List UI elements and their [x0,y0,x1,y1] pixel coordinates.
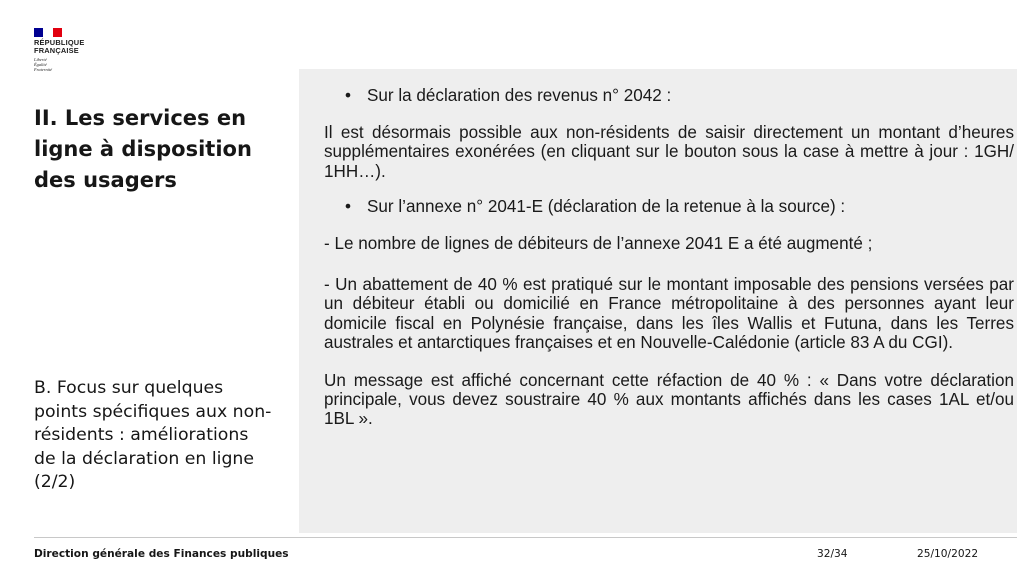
content-body [324,86,1014,429]
bullet-item-annexe-2041e [324,197,1014,216]
paragraph-message-refaction: Un message est affiché concernant cette réfaction de 40 % : « Dans votre déclaration principale, vous devez soustraire 40 % aux montants affichés dans les cases 1AL et/ou 1BL ». [324,371,1014,429]
paragraph-heures-supplementaires: Il est désormais possible aux non-résidents de saisir directement un montant d’heures supplémentaires exonérées (en cliquant sur le bouton sous la case à mettre à jour : 1GH/ 1HH…). [324,123,1014,181]
paragraph-abattement: - Un abattement de 40 % est pratiqué sur le montant imposable des pensions versées par un débiteur établi ou domicilié en France métropolitaine à des personnes ayant leur domicile fiscal en Polynésie française, dans les îles Wallis et Futuna, dans les Terres australes et antarctiques françaises et en Nouvelle-Calédonie (article 83 A du CGI). [324,275,1014,352]
bullet-icon: • [345,196,351,216]
page-number: 32/34 [817,548,848,560]
bullet-text: Sur l’annexe n° 2041-E (déclaration de la retenue à la source) : [367,196,846,216]
footer-organization: Direction générale des Finances publiques [34,548,289,560]
footer-divider [34,537,1017,538]
logo-republic-name: RÉPUBLIQUE FRANÇAISE [34,38,85,55]
logo-motto: Liberté Égalité Fraternité [34,57,53,72]
marianne-icon [40,28,54,37]
flag-red-band [53,28,62,37]
slide-title: II. Les services en ligne à disposition des usagers [34,106,252,192]
content-panel [299,69,1017,533]
bullet-icon: • [345,86,351,105]
slide-subtitle: B. Focus sur quelques points spécifiques aux non-résidents : améliorations de la déclaration en ligne (2/2) [34,378,272,493]
paragraph-lignes-debiteurs: - Le nombre de lignes de débiteurs de l’annexe 2041 E a été augmenté ; [324,234,873,254]
bullet-text: Sur la déclaration des revenus n° 2042 : [367,86,672,105]
bullet-item-declaration-2042 [324,86,1014,105]
republique-francaise-logo [34,28,114,72]
footer-date: 25/10/2022 [917,548,979,560]
